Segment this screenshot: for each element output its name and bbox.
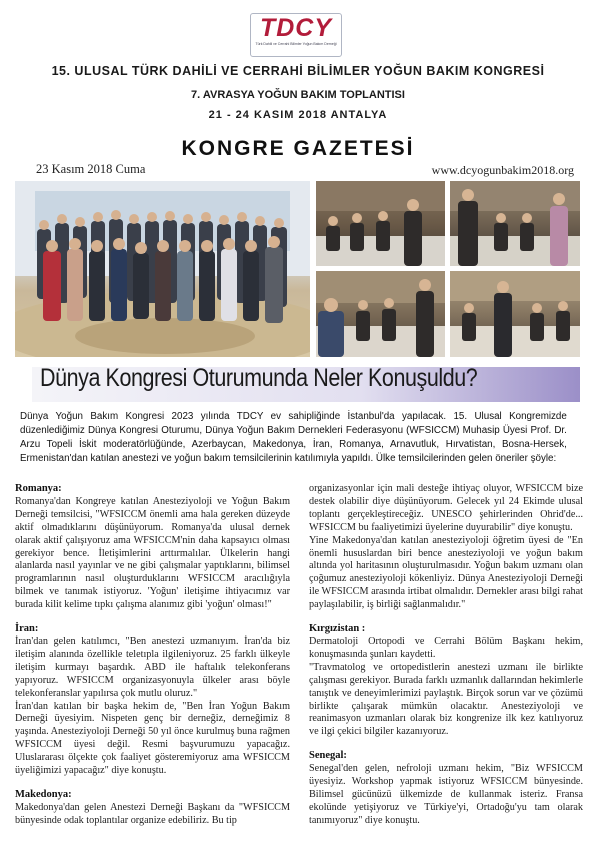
gazette-title: KONGRE GAZETESİ — [181, 137, 415, 160]
article-headline: Dünya Kongresi Oturumunda Neler Konuşuldu? — [40, 364, 478, 392]
congress-title: 15. ULUSAL TÜRK DAHİLİ VE CERRAHİ BİLİMLER YOĞUN BAKIM KONGRESİ — [51, 64, 545, 78]
section-text-iran-1: İran'dan gelen katılımcı, "Ben anestezi uzmanıyım. İran'da biz iletişim alanında özellikle teletıpla ilgileniyoruz. 25 farklı ülkeyle iletişim kurmayı başardık. ABD ile haftalık telekonferans yapıyoruz. WFSICCM organizasyonuyla ülkeler arası böyle telekonferanslar yapılırsa çok mutlu oluruz." — [15, 635, 290, 699]
session-photo-1-illustration — [316, 181, 445, 266]
section-text-macedonia: Makedonya'dan gelen Anestezi Derneği Başkanı da "WFSICCM bünyesinde odak toplantılar organize edebiliriz. Bu tip — [15, 801, 290, 826]
meeting-subtitle: 7. AVRASYA YOĞUN BAKIM TOPLANTISI — [191, 89, 405, 101]
website-url: www.dcyogunbakim2018.org — [431, 163, 574, 177]
right-column — [309, 483, 583, 839]
section-text-romania: Romanya'dan Kongreye katılan Anesteziyoloji ve Yoğun Bakım Derneği temsilcisi, "WFSICCM önemli ama hala gereken düzeyde aktif olmadıklarını düşünüyorum. Romanya'da ulusal dernek olarak aktif çalışıyoruz ama WFSICCM'nin daha kapsayıcı olması gerekiyor bence. İletişimlerini arttırmalılar. Ülkelerin hangi alanlarda nasıl yayınlar ve ne gibi çalışmalar yaptıklarını, bilimsel programlarının nasıl oluşturduklarını WFSICCM aracılığıyla bilmek ve tanımak istiyoruz. 'Yoğun' iletişime ihtiyacımız var burada kilit kelime tıpkı çalışma alanımız gibi 'yoğun' olması!" — [15, 495, 290, 611]
session-photo-2-illustration — [450, 181, 580, 266]
left-column — [15, 483, 290, 839]
article-intro: Dünya Yoğun Bakım Kongresi 2023 yılında TDCY ev sahipliğinde İstanbul'da yapılacak. 15. Ulusal Kongremizde düzenlediğimiz Dünya Kongresi Oturumu, Dünya Yoğun Bakım Dernekleri Federasyonu (WFSICCM) Muhasip Üyesi Prof. Dr. Arzu Topeli İskit moderatörlüğünde, Azerbaycan, Makedonya, İran, Romanya, Arnavutluk, Hırvatistan, Bosna-Hersek, Ermenistan'dan katılan anestezi ve yoğun bakım temsilcilerinin katılımıyla yapıldı. Ülke temsilcilerinden gelen öneriler şöyle: — [20, 411, 567, 464]
section-text-macedonia-cont-2: Yine Makedonya'dan katılan anesteziyoloji öğretim üyesi de "En önemli hususlardan biri bence anesteziyoloji ve yoğun bakım altında yol haritasının oluşturulmasıdır. Yoğun bakım uzmanı olan çoğumuz anesteziyoloji kökenliyiz. Dünya Anesteziyoloji Derneği ile WFSICCM arasında irtibat olmalıdır. Dernekler arası bilgi rahat paylaşılabilir, iş birliği sağlanmalıdır." — [309, 534, 583, 611]
issue-date: 23 Kasım 2018 Cuma — [36, 162, 146, 176]
session-photo-4 — [450, 271, 580, 357]
session-photo-3 — [316, 271, 445, 357]
session-photo-3-illustration — [316, 271, 445, 357]
group-photo — [15, 181, 310, 357]
group-photo-illustration — [15, 181, 310, 357]
section-title-kyrgyzstan: Kırgızistan : — [309, 623, 366, 635]
section-text-macedonia-cont-1: organizasyonlar için mali desteğe ihtiyaç oluyor, WFSICCM bize destek olabilir diye düşünüyorum. Gelecek yıl 24 Ekimde ulusal toplantı gerçekleştireceğiz. UNESCO şehirlerinden Ohrid'de... WFSICCM bu faaliyetimizi üyelerine duyurabilir" diye konuştu. — [309, 483, 583, 533]
section-text-kyrgyzstan-1: Dermatoloji Ortopodi ve Cerrahi Bölüm Başkanı hekim, konuşmasında şunları kaydetti. — [309, 635, 583, 660]
session-photo-1 — [316, 181, 445, 266]
section-text-iran-2: İran'dan katılan bir başka hekim de, "Ben İran Yoğun Bakım Derneği üyesiyim. Nispeten genç bir derneğiz, derneğimiz 8 yaşında. Anesteziyoloji Derneği 50 yıl önce kurulmuş buna rağmen WFSICCM üyesi değil. Resmi başvurumuzu yapacağız. Uluslararası ölçekte çok faaliyet gösteremiyoruz ama WFSICCM üyeliğimizi yapacağız" diye konuştu. — [15, 700, 290, 777]
section-title-iran: İran: — [15, 623, 39, 635]
event-dates: 21 - 24 KASIM 2018 ANTALYA — [208, 109, 388, 121]
section-text-kyrgyzstan-2: "Travmatolog ve ortopedistlerin anestezi uzmanı ile birlikte çalışması gerekiyor. Burada farklı uzmanlık dallarından hekimlerle tanıştık ve deneyimlerimizi paylaştık. Birçok sorun var ve çözümü birlikte çalışarak mümkün olacaktır. Anesteziyoloji ve reanimasyon uzmanları olarak biz kongrenize ilk kez katılıyoruz ve ilgi çekici bilgiler kazanıyoruz. — [309, 661, 583, 738]
logo-subtext: Türk Dahili ve Cerrahi Bilimler Yoğun Bakım Derneği — [255, 42, 337, 46]
section-title-romania: Romanya: — [15, 483, 62, 494]
section-title-senegal: Senegal: — [309, 750, 347, 762]
session-photo-4-illustration — [450, 271, 580, 357]
session-photo-2 — [450, 181, 580, 266]
logo-text: TDCY — [259, 14, 333, 42]
section-text-senegal: Senegal'den gelen, nefroloji uzmanı hekim, "Biz WFSICCM üyesiyiz. Workshop yapmak istiyoruz WFSICCM bünyesinde. Bilimsel gücünüzü ülkemizde de kullanmak isteriz. Fransa ekolünde yetişiyoruz ve Türkiye'yi, Ortadoğu'yu tam olarak tanımıyoruz" diye konuştu. — [309, 763, 583, 826]
section-title-macedonia: Makedonya: — [15, 788, 72, 800]
tdcy-logo — [250, 13, 342, 57]
